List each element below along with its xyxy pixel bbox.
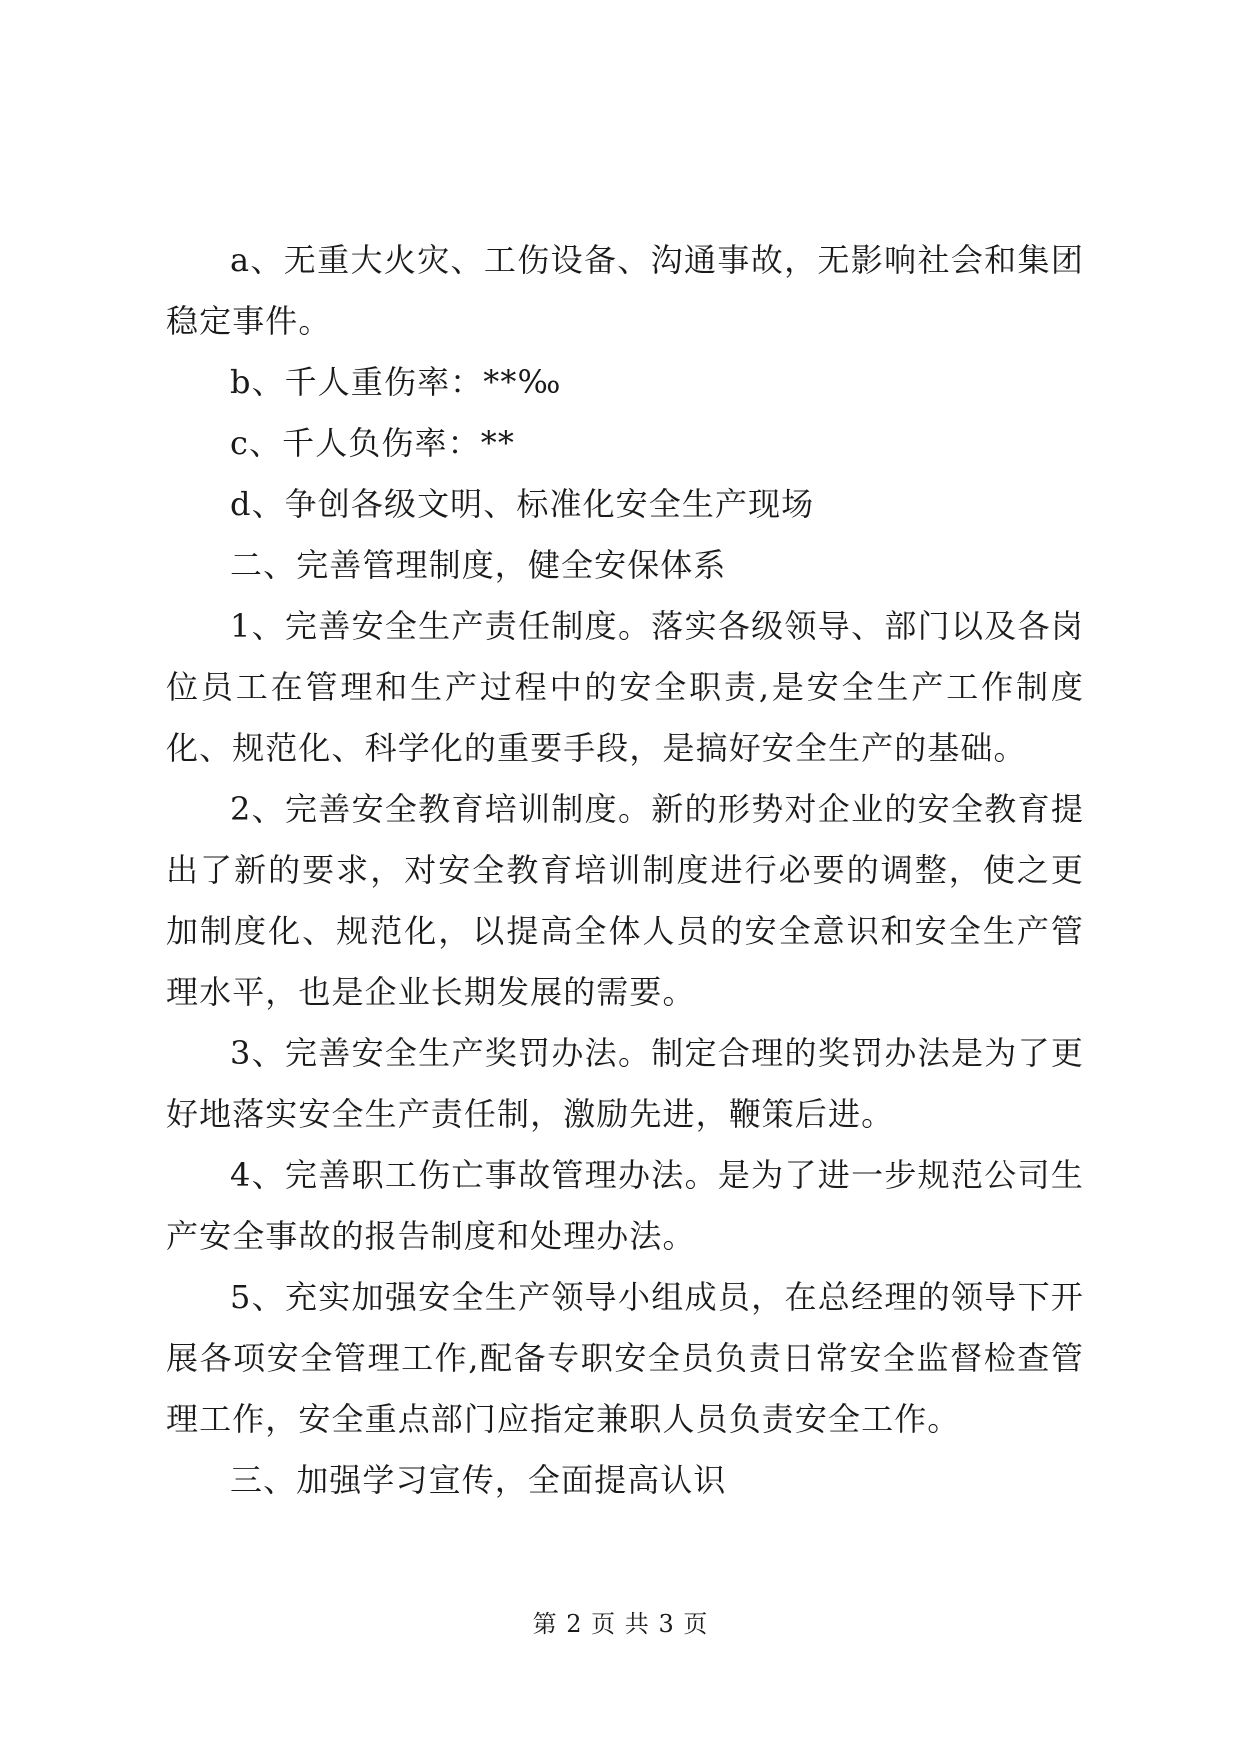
page-footer: 第 2 页 共 3 页	[532, 1610, 709, 1638]
paragraph-item-2: 2、完善安全教育培训制度。新的形势对企业的安全教育提出了新的要求，对安全教育培训制度进行必要的调整，使之更加制度化、规范化，以提高全体人员的安全意识和安全生产管理水平，也是企业长期发展的需要。	[166, 790, 1084, 1011]
paragraph-goal-c: c、千人负伤率：**	[230, 424, 515, 462]
section-heading-3: 三、加强学习宣传，全面提高认识	[230, 1461, 727, 1499]
paragraph-item-5: 5、充实加强安全生产领导小组成员，在总经理的领导下开展各项安全管理工作,配备专职安全员负责日常安全监督检查管理工作，安全重点部门应指定兼职人员负责安全工作。	[166, 1278, 1084, 1438]
document-body	[166, 230, 1084, 1511]
paragraph-goal-a: a、无重大火灾、工伤设备、沟通事故，无影响社会和集团稳定事件。	[166, 241, 1084, 340]
section-heading-2: 二、完善管理制度，健全安保体系	[230, 546, 727, 584]
paragraph-goal-d: d、争创各级文明、标准化安全生产现场	[230, 485, 815, 523]
paragraph-item-1: 1、完善安全生产责任制度。落实各级领导、部门以及各岗位员工在管理和生产过程中的安全职责,是安全生产工作制度化、规范化、科学化的重要手段，是搞好安全生产的基础。	[166, 607, 1084, 767]
paragraph-item-4: 4、完善职工伤亡事故管理办法。是为了进一步规范公司生产安全事故的报告制度和处理办法。	[166, 1156, 1084, 1255]
paragraph-goal-b: b、千人重伤率：**‰	[230, 363, 562, 401]
paragraph-item-3: 3、完善安全生产奖罚办法。制定合理的奖罚办法是为了更好地落实安全生产责任制，激励先进，鞭策后进。	[166, 1034, 1084, 1133]
